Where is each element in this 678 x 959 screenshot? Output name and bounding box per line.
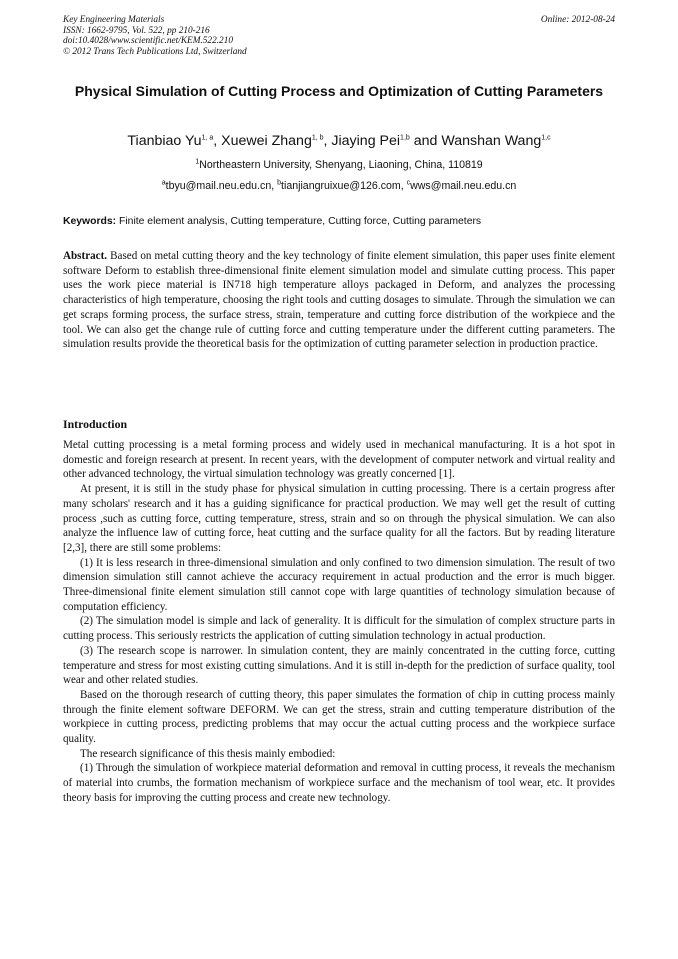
journal-header — [63, 15, 247, 57]
paragraph: (2) The simulation model is simple and lack of generality. It is difficult for the simulation of complex structure parts in cutting process. This seriously restricts the application of cutting simulation technology in actual production. — [63, 615, 615, 643]
section-heading-introduction: Introduction — [63, 417, 128, 431]
paragraph: Based on the thorough research of cutting theory, this paper simulates the formation of chip in cutting process mainly through the finite element software DEFORM. We can get the stress, strain and cutting temperature distribution of the workpiece in cutting process, predicting problems that may occur the actual cutting process and the workpiece surface quality. — [63, 688, 615, 746]
paragraph: (1) It is less research in three-dimensional simulation and only confined to two dimension simulation. The result of two dimension simulation still cannot achieve the accuracy requirement in actual production and the error is much bigger. Three-dimensional finite element simulation still cannot cope with large quantities of technology simulation because of computation efficiency. — [63, 556, 615, 613]
online-date: Online: 2012-08-24 — [540, 15, 615, 25]
copyright-line: © 2012 Trans Tech Publications Ltd, Switzerland — [63, 46, 247, 57]
abstract-label: Abstract. — [63, 250, 108, 262]
keywords-text: Finite element analysis, Cutting temperature, Cutting force, Cutting parameters — [119, 216, 482, 227]
affiliation — [63, 158, 615, 172]
email-sup: b — [277, 179, 282, 187]
paper-title: Physical Simulation of Cutting Process and Optimization of Cutting Parameters — [74, 83, 604, 99]
author-sup: 1,c — [541, 134, 551, 142]
author-name: Jiaying Pei — [331, 133, 401, 149]
email-link[interactable]: tianjiangruixue@126.com — [281, 180, 401, 192]
issn-line: ISSN: 1662-9795, Vol. 522, pp 210-216 — [63, 25, 210, 36]
email-sup: a — [161, 179, 166, 187]
author-name: Xuewei Zhang — [221, 133, 312, 149]
paragraph: (1) Through the simulation of workpiece material deformation and removal in cutting process, it reveals the mechanism of material into crumbs, the formation mechanism of workpiece surface and the mechanism of tool wear, etc. It provides theory basis for improving the cutting process and create new technology. — [63, 762, 615, 804]
journal-name: Key Engineering Materials — [63, 15, 165, 25]
affiliation-text: Northeastern University, Shenyang, Liaoning, China, 110819 — [199, 159, 483, 171]
paragraph: The research significance of this thesis mainly embodied: — [80, 747, 336, 760]
author-name: Tianbiao Yu — [127, 133, 202, 149]
email-link[interactable]: tbyu@mail.neu.edu.cn — [165, 180, 272, 192]
author-name: Wanshan Wang — [441, 133, 542, 149]
author-sup: 1, a — [201, 134, 214, 142]
author-list: Tianbiao Yu$^{1, a}$, Xuewei Zhang$^{1, b}$, Jiaying Pei$^{1,b}$ and Wanshan Wang$^{1,c}$ — [127, 133, 551, 149]
doi-line: doi:10.4028/www.scientific.net/KEM.522.210 — [63, 36, 233, 47]
paragraph: Metal cutting processing is a metal forming process and widely used in mechanical manufacturing. It is a hot spot in domestic and foreign research at present. In recent years, with the development of computer network and virtual reality and other advanced technology, the virtual simulation technology was greatly concerned [1]. — [63, 439, 615, 481]
abstract-text: Based on metal cutting theory and the key technology of finite element simulation, this paper uses finite element software Deform to establish three-dimensional finite element simulation model and simulate cutting process. This paper uses the work piece material is IN718 high temperature alloys packaged in Deform, and analyzes the processing characteristics of high temperature, choosing the right tools and cutting dosages to simulate. Through the simulation we can get scraps forming process, the surface stress, strain, temperature and cutting force distribution of the workpiece and the tool. We can also get the change rule of cutting force and cutting temperature under the different cutting parameters. The simulation results provide the theoretical basis for the optimization of cutting parameter selection in production practice. — [63, 250, 615, 351]
keywords — [63, 215, 623, 229]
author-conjunction: and — [409, 133, 442, 149]
author-emails: $^a$tbyu@mail.neu.edu.cn, $^b$tianjiangruixue@126.com, $^c$wws@mail.neu.edu.cn — [161, 179, 517, 192]
paragraph: At present, it is still in the study phase for physical simulation in cutting processing. There is a certain progress after many scholars' research and it has a guiding significance for practical production. We may well get the result of cutting process ,such as cutting force, cutting temperature, stress, strain and so on through the physical simulation. We can also analyze the influence law of cutting force, heat cutting and the surface quality for all the factors. But by reading literature [2,3], there are still some problems: — [63, 483, 615, 554]
email-link[interactable]: wws@mail.neu.edu.cn — [410, 180, 517, 192]
abstract — [63, 249, 615, 352]
paragraph: (3) The research scope is narrower. In simulation content, they are mainly concentrated in the cutting force, cutting temperature and stress for most existing cutting simulations. And it is still in-depth for the prediction of surface quality, tool wear and other related studies. — [63, 644, 615, 687]
author-sup: 1, b — [311, 134, 324, 142]
keywords-label: Keywords: — [63, 216, 117, 227]
email-sup: c — [406, 179, 411, 187]
introduction-body — [63, 438, 615, 806]
author-sup: 1,b — [400, 134, 410, 142]
affiliation-sup: 1 — [195, 158, 200, 166]
